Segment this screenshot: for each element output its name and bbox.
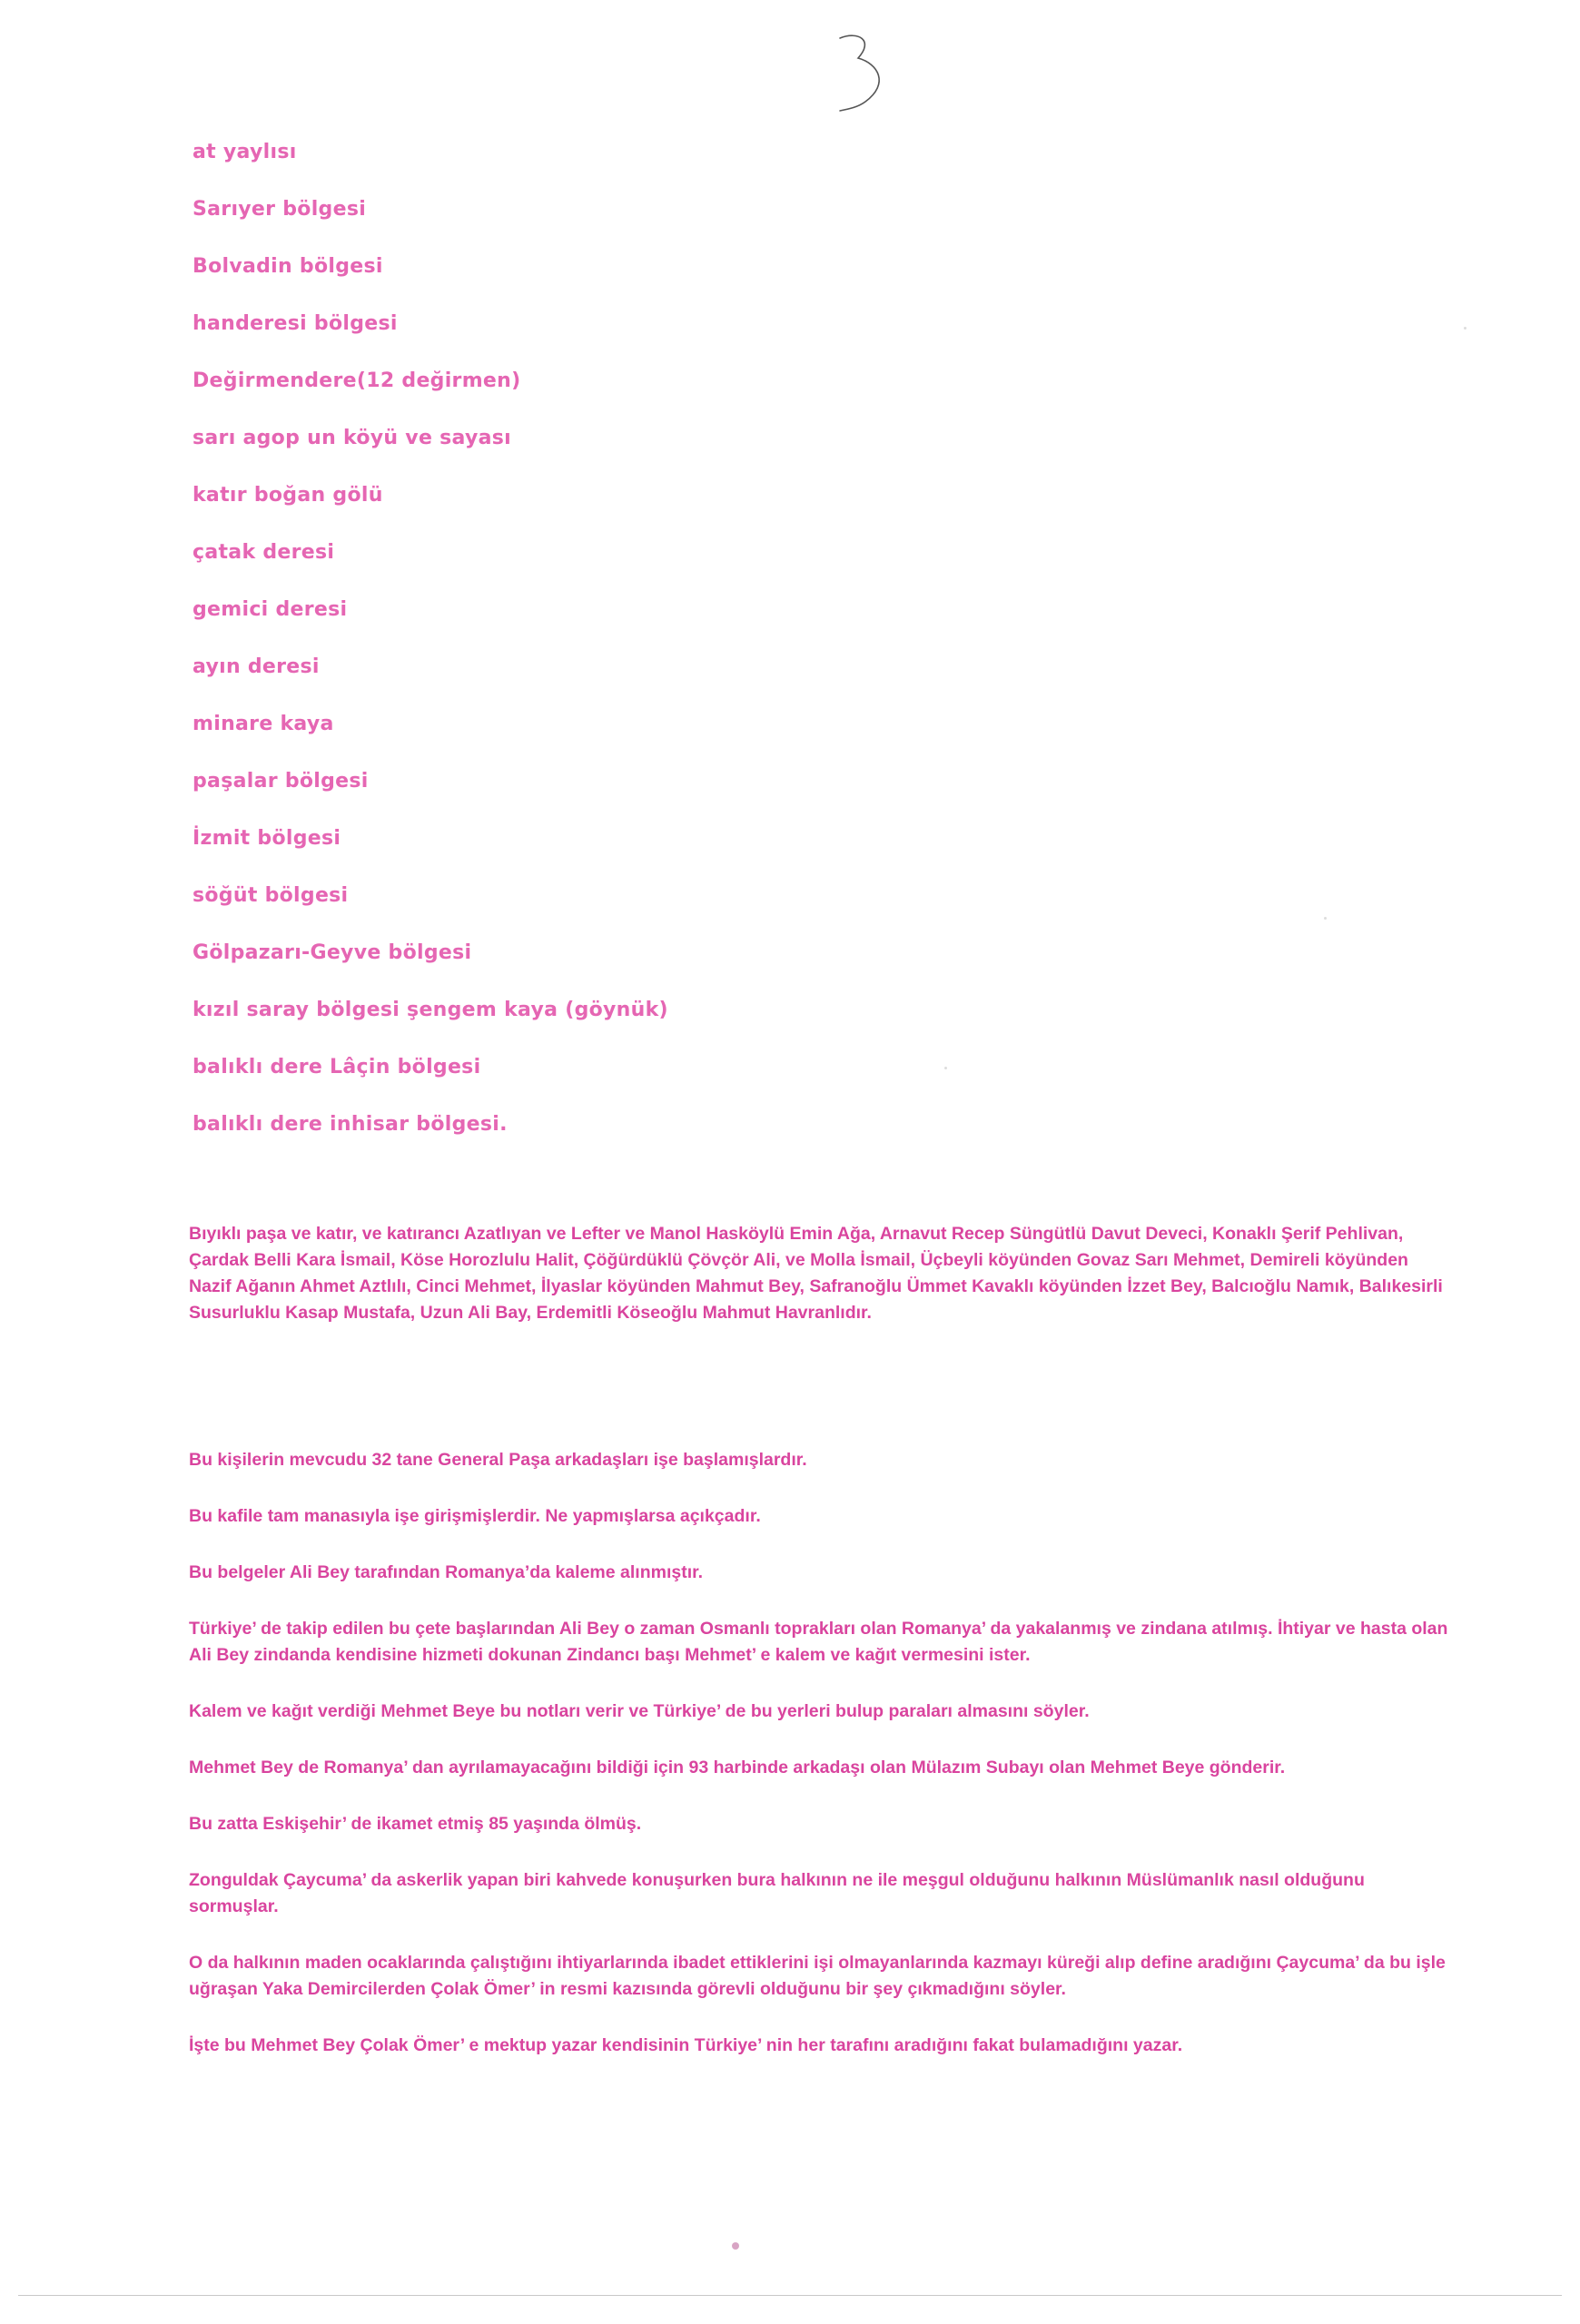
place-item: balıklı dere Lâçin bölgesi [193,1056,481,1078]
place-item: sarı agop un köyü ve sayası [193,427,512,449]
names-paragraph: Bıyıklı paşa ve katır, ve katırancı Azatlıyan ve Lefter ve Manol Hasköylü Emin Ağa, Arnavut Recep Süngütlü Davut Deveci, Konaklı Şerif Pehlivan, Çardak Belli Kara İsmail, Köse Horozlulu Halit, Çöğürdüklü Çövçör Ali, ve Molla İsmail, Üçbeyli köyünden Govaz Sarı Mehmet, Demireli köyünden Nazif Ağanın Ahmet Aztlılı, Cinci Mehmet, İlyaslar köyünden Mahmut Bey, Safranoğlu Ümmet Kavaklı köyünden İzzet Bey, Balcıoğlu Namık, Balıkesirli Susurluklu Kasap Mustafa, Uzun Ali Bay, Erdemitli Köseoğlu Mahmut Havranlıdır. [189,1224,1443,1323]
paragraph: O da halkının maden ocaklarında çalıştığını ihtiyarlarında ibadet ettiklerini işi olmayanlarında kazmayı küreği alıp define aradığını Çaycuma’ da bu işle uğraşan Yaka Demircilerden Çolak Ömer’ in resmi kazısında görevli olduğunu bir şey çıkmadığını söyler. [189,1953,1446,1999]
handwritten-3-icon [822,27,922,118]
place-list [193,136,1010,1166]
place-item: Bolvadin bölgesi [193,255,383,278]
handwritten-page-number [822,27,922,118]
place-item: ayın deresi [193,655,320,678]
place-item: kızıl saray bölgesi şengem kaya (göynük) [193,999,668,1021]
paragraph: Kalem ve kağıt verdiği Mehmet Beye bu notları verir ve Türkiye’ de bu yerleri bulup paraları almasını söyler. [189,1701,1090,1721]
place-item: handeresi bölgesi [193,312,398,335]
place-item: minare kaya [193,713,334,735]
paragraph: Bu belgeler Ali Bey tarafından Romanya’da kaleme alınmıştır. [189,1562,704,1582]
place-item: paşalar bölgesi [193,770,369,793]
place-item: söğüt bölgesi [193,884,349,907]
scan-speck [944,1067,947,1069]
place-item: katır boğan gölü [193,484,383,507]
body-paragraphs [189,1447,1451,2089]
paragraph: Mehmet Bey de Romanya’ dan ayrılamayacağını bildiği için 93 harbinde arkadaşı olan Mülazım Subayı olan Mehmet Beye gönderir. [189,1758,1286,1777]
place-item: Gölpazarı-Geyve bölgesi [193,941,472,964]
place-item: balıklı dere inhisar bölgesi. [193,1113,508,1136]
scan-speck [1464,327,1466,330]
paragraph: İşte bu Mehmet Bey Çolak Ömer’ e mektup yazar kendisinin Türkiye’ nin her tarafını aradığını fakat bulamadığını yazar. [189,2035,1183,2055]
place-item: İzmit bölgesi [193,827,341,850]
place-item: Sarıyer bölgesi [193,198,367,221]
scan-speck [1324,917,1327,920]
paragraph: Türkiye’ de takip edilen bu çete başlarından Ali Bey o zaman Osmanlı toprakları olan Romanya’ da yakalanmış ve zindana atılmış. İhtiyar ve hasta olan Ali Bey zindanda kendisine hizmeti dokunan Zindancı başı Mehmet’ e kalem ve kağıt vermesini ister. [189,1619,1448,1665]
place-item: at yaylısı [193,141,297,163]
place-item: çatak deresi [193,541,335,564]
paragraph: Bu zatta Eskişehir’ de ikamet etmiş 85 yaşında ölmüş. [189,1814,642,1834]
ink-dot [732,2242,739,2250]
paragraph: Zonguldak Çaycuma’ da askerlik yapan biri kahvede konuşurken bura halkının ne ile meşgul olduğunu halkının Müslümanlık nasıl olduğunu sormuşlar. [189,1870,1365,1916]
place-item: gemici deresi [193,598,348,621]
paragraph: Bu kafile tam manasıyla işe girişmişlerdir. Ne yapmışlarsa açıkçadır. [189,1506,761,1526]
place-item: Değirmendere(12 değirmen) [193,369,521,392]
paragraph: Bu kişilerin mevcudu 32 tane General Paşa arkadaşları işe başlamışlardır. [189,1450,807,1470]
page-edge-line [18,2295,1562,2296]
